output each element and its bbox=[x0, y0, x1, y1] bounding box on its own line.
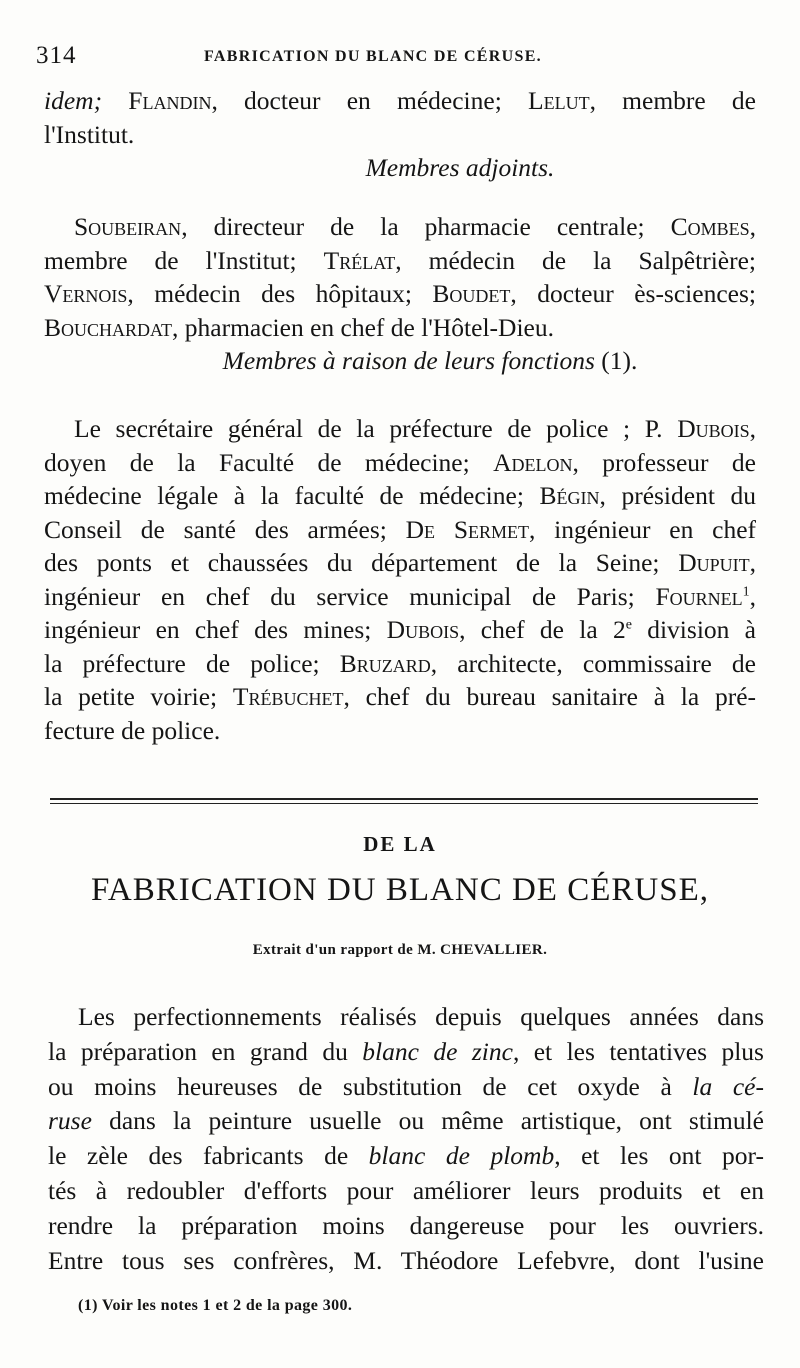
text-line bbox=[48, 1139, 764, 1174]
text-segment: doyen de la Faculté de médecine; bbox=[44, 447, 494, 477]
text-line bbox=[48, 1104, 764, 1139]
text-segment: médecine légale à la faculté de médecine; bbox=[44, 481, 540, 510]
person-name: Combes bbox=[670, 212, 750, 241]
text-line bbox=[44, 446, 756, 480]
text-line bbox=[44, 277, 756, 311]
person-name: Adelon bbox=[493, 447, 573, 477]
text-line bbox=[44, 84, 756, 118]
text-segment: , bbox=[749, 414, 756, 443]
text-segment: , chef de la 2 bbox=[459, 615, 626, 644]
article-body bbox=[48, 1000, 764, 1278]
person-name: Bruzard bbox=[339, 648, 431, 678]
text-segment: , médecin des hôpitaux; bbox=[127, 279, 433, 308]
footnote-mark: 1 bbox=[742, 584, 750, 599]
text-segment: , docteur ès-sciences; bbox=[510, 279, 756, 308]
text-segment: des ponts et chaussées du département de la Seine; bbox=[44, 548, 679, 577]
page-number: 314 bbox=[36, 42, 77, 69]
text-segment: fecture de police. bbox=[44, 715, 221, 745]
heading-text: Membres à raison de leurs fonctions bbox=[222, 346, 595, 375]
person-name: Vernois bbox=[44, 279, 128, 308]
text-line bbox=[44, 546, 756, 580]
text-line bbox=[44, 479, 756, 513]
text-segment: ingénieur en chef du service municipal de Paris; bbox=[44, 581, 656, 611]
text-segment: idem; bbox=[44, 86, 103, 115]
text-segment: , bbox=[749, 581, 756, 611]
text-line bbox=[44, 412, 756, 446]
section-adjoint-members bbox=[44, 210, 756, 378]
text-segment: , chef du bureau sanitaire à la pré- bbox=[343, 682, 757, 711]
emphasis-text: ruse bbox=[48, 1106, 92, 1136]
article-pre-title: DE LA bbox=[363, 832, 437, 856]
text-line bbox=[48, 1000, 764, 1035]
text-segment: , président du bbox=[599, 481, 756, 510]
text-line bbox=[44, 613, 756, 647]
emphasis-text: blanc de plomb bbox=[368, 1141, 555, 1171]
text-segment: la petite voirie; bbox=[44, 682, 233, 711]
text-segment: Les perfectionnements réalisés depuis quelques années dans bbox=[78, 1002, 764, 1031]
text-segment: , professeur de bbox=[572, 447, 756, 477]
text-segment: , médecin de la Salpêtrière; bbox=[395, 245, 756, 275]
text-segment: Conseil de santé des armées; bbox=[44, 514, 406, 544]
text-line bbox=[44, 513, 756, 547]
text-segment: la préparation en grand du bbox=[48, 1036, 363, 1066]
text-segment: tés à redoubler d'efforts pour améliorer leurs produits et en bbox=[48, 1175, 764, 1205]
text-segment: , pharmacien en chef de l'Hôtel-Dieu. bbox=[172, 312, 554, 342]
section-heading-fonctions bbox=[44, 344, 756, 378]
text-segment: , membre de bbox=[589, 86, 757, 115]
text-segment: , architecte, commissaire de bbox=[430, 648, 756, 678]
emphasis-text: blanc de zinc bbox=[362, 1036, 513, 1066]
person-name: Lelut bbox=[528, 86, 590, 115]
text-segment bbox=[102, 86, 128, 115]
text-segment: division à bbox=[631, 615, 757, 644]
article-title: FABRICATION DU BLANC DE CÉRUSE, bbox=[90, 872, 709, 908]
emphasis-text: la cé- bbox=[692, 1071, 764, 1101]
person-name: Fournel bbox=[655, 581, 743, 611]
text-line bbox=[48, 1070, 764, 1105]
text-segment: Le secrétaire général de la préfecture de police ; P. bbox=[74, 414, 678, 443]
text-line bbox=[44, 580, 756, 614]
person-name: Soubeiran bbox=[74, 212, 182, 241]
section-heading-adjoints: Membres adjoints. bbox=[365, 153, 555, 182]
text-line bbox=[44, 647, 756, 681]
text-line bbox=[48, 1035, 764, 1070]
running-title: FABRICATION DU BLANC DE CÉRUSE. bbox=[204, 48, 542, 65]
person-name: Trébuchet bbox=[232, 682, 344, 711]
text-segment: membre de l'Institut; bbox=[44, 245, 324, 275]
text-segment: l'Institut. bbox=[44, 119, 135, 149]
text-segment: , et les ont por- bbox=[554, 1141, 764, 1171]
text-line bbox=[44, 714, 756, 748]
text-line bbox=[48, 1244, 764, 1279]
text-segment: ingénieur en chef des mines; bbox=[44, 615, 387, 644]
text-segment: , ingénieur en chef bbox=[529, 514, 757, 544]
double-rule-divider bbox=[50, 798, 758, 804]
text-segment: Entre tous ses confrères, M. Théodore Lefebvre, dont l'usine bbox=[48, 1245, 764, 1275]
person-name: De Sermet bbox=[405, 514, 530, 544]
section-ex-officio-members bbox=[44, 412, 756, 747]
ordinal-superscript: e bbox=[625, 617, 632, 633]
text-line bbox=[48, 1209, 764, 1244]
text-segment: , docteur en médecine; bbox=[211, 86, 529, 115]
person-name: Boudet bbox=[432, 279, 511, 308]
text-segment: dans la peinture usuelle ou même artistique, ont stimulé bbox=[91, 1106, 764, 1136]
text-line bbox=[44, 311, 756, 345]
text-segment: le zèle des fabricants de bbox=[48, 1141, 369, 1171]
text-segment: rendre la préparation moins dangereuse pour les ouvriers. bbox=[48, 1210, 764, 1240]
article-subtitle: Extrait d'un rapport de M. CHEVALLIER. bbox=[252, 942, 548, 958]
text-segment: , bbox=[749, 548, 756, 577]
person-name: Dubois bbox=[677, 414, 750, 443]
footnote: (1) Voir les notes 1 et 2 de la page 300. bbox=[78, 1297, 353, 1314]
person-name: Dupuit bbox=[678, 548, 750, 577]
text-segment: , et les tentatives plus bbox=[512, 1036, 764, 1066]
text-line bbox=[44, 118, 756, 152]
text-line bbox=[48, 1174, 764, 1209]
text-segment: la préfecture de police; bbox=[44, 648, 340, 678]
person-name: Bouchardat bbox=[44, 312, 173, 342]
text-line bbox=[44, 210, 756, 244]
text-segment: , bbox=[749, 212, 756, 241]
person-name: Trélat bbox=[323, 245, 396, 275]
person-name: Flandin bbox=[128, 86, 212, 115]
person-name: Bégin bbox=[539, 481, 600, 510]
text-line bbox=[44, 680, 756, 714]
person-name: Dubois bbox=[386, 615, 460, 644]
running-head bbox=[36, 42, 740, 72]
text-segment: ou moins heureuses de substitution de cet oxyde à bbox=[48, 1071, 693, 1101]
footnote-reference: (1). bbox=[594, 346, 638, 375]
section-members-continued bbox=[44, 84, 756, 185]
text-line bbox=[44, 244, 756, 278]
text-segment: , directeur de la pharmacie centrale; bbox=[181, 212, 671, 241]
